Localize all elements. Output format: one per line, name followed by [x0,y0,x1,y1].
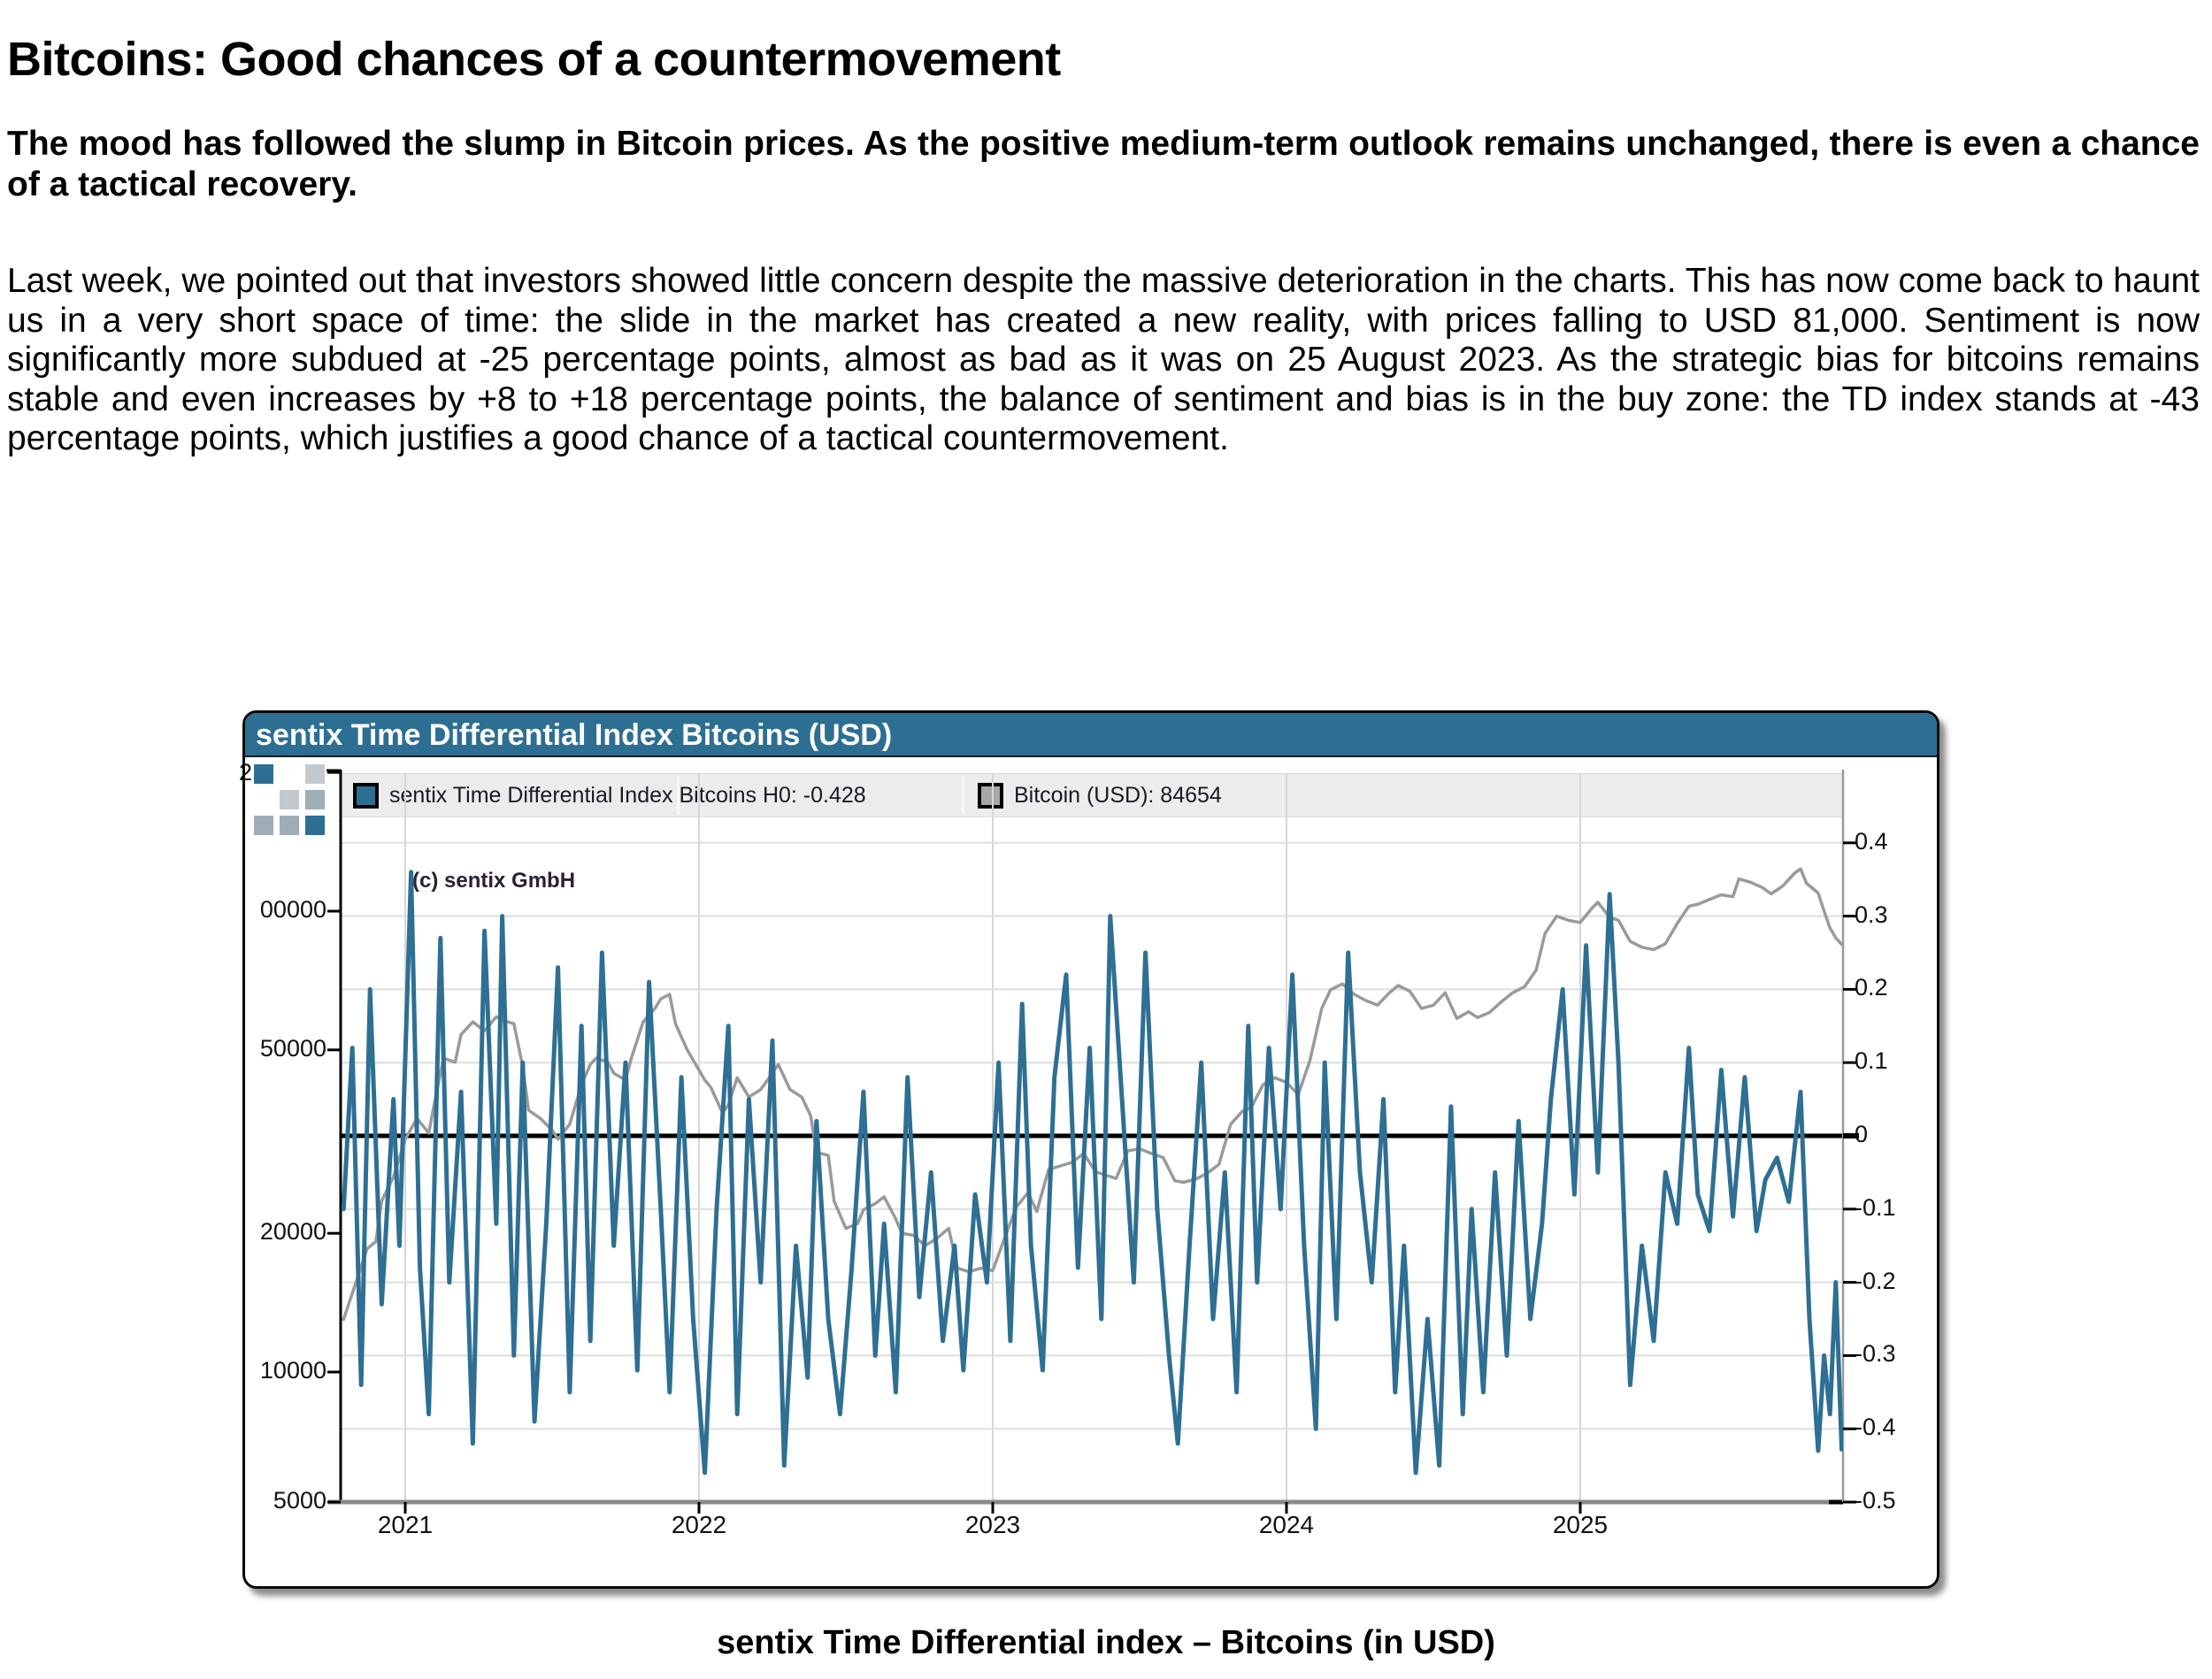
right-axis-tick-label: 0 [1855,1121,1869,1147]
x-axis-year-label: 2023 [964,1511,1021,1538]
x-axis-year-label: 2022 [671,1511,727,1538]
left-axis-tick-label: 5000 [273,1487,326,1514]
copyright-note: (c) sentix GmbH [412,869,576,893]
td-index-swatch-icon [353,783,379,809]
chart-panel [242,710,1939,1589]
right-axis-tick-label: -0.4 [1855,1414,1896,1440]
right-axis-tick-label: -0.1 [1855,1194,1896,1221]
right-axis-tick-label: -0.2 [1855,1268,1896,1294]
legend-item-bitcoin [978,774,1222,816]
x-axis-year-label: 2025 [1552,1511,1609,1538]
left-axis-tick-label: 10000 [259,1357,326,1384]
left-axis-tick-label: 00000 [259,896,326,923]
page-title: Bitcoins: Good chances of a countermovement [7,33,1061,87]
x-axis-year-label: 2024 [1258,1511,1315,1538]
chart-title: sentix Time Differential Index Bitcoins (USD) [256,718,893,752]
left-axis-tick-label: 50000 [259,1035,326,1062]
x-axis-year-label: 2021 [377,1511,434,1538]
legend-label-td-index: sentix Time Differential Index Bitcoins H0: -0.428 [389,782,866,808]
right-axis-tick-label: 0.2 [1855,974,1888,1000]
right-axis-tick-label: -0.5 [1855,1487,1896,1514]
legend-item-td-index [353,774,866,816]
legend-label-bitcoin: Bitcoin (USD): 84654 [1014,782,1222,808]
chart-legend [342,773,1843,817]
body-paragraph: Last week, we pointed out that investors showed little concern despite the massive deterioration in the charts. This has now come back to haunt us in a very short space of time: the slide in the market has created a new reality, with prices falling to USD 81,000. Sentiment is now significantly more subdued at -25 percentage points, almost as bad as it was on 25 August 2023. As the strategic bias for bitcoins remains stable and even increases by +8 to +18 percentage points, the balance of sentiment and bias is in the buy zone: the TD index stands at -43 percentage points, which justifies a good chance of a tactical countermovement. [7,262,2200,458]
lede-paragraph: The mood has followed the slump in Bitcoin prices. As the positive medium-term outlook remains unchanged, there is even a chance of a tactical recovery. [7,125,2200,203]
left-axis-clipped-label: 2 [239,759,253,786]
bitcoin-swatch-icon [978,783,1003,809]
left-axis-tick-label: 20000 [259,1218,326,1245]
right-axis-tick-label: 0.3 [1855,901,1888,928]
legend-separator [962,776,964,815]
chart-caption: sentix Time Differential index – Bitcoins (in USD) [717,1624,1495,1661]
chart-titlebar [245,713,1937,757]
right-axis-tick-label: -0.3 [1855,1340,1896,1367]
right-axis-tick-label: 0.1 [1855,1047,1888,1074]
right-axis-tick-label: 0.4 [1855,828,1888,855]
